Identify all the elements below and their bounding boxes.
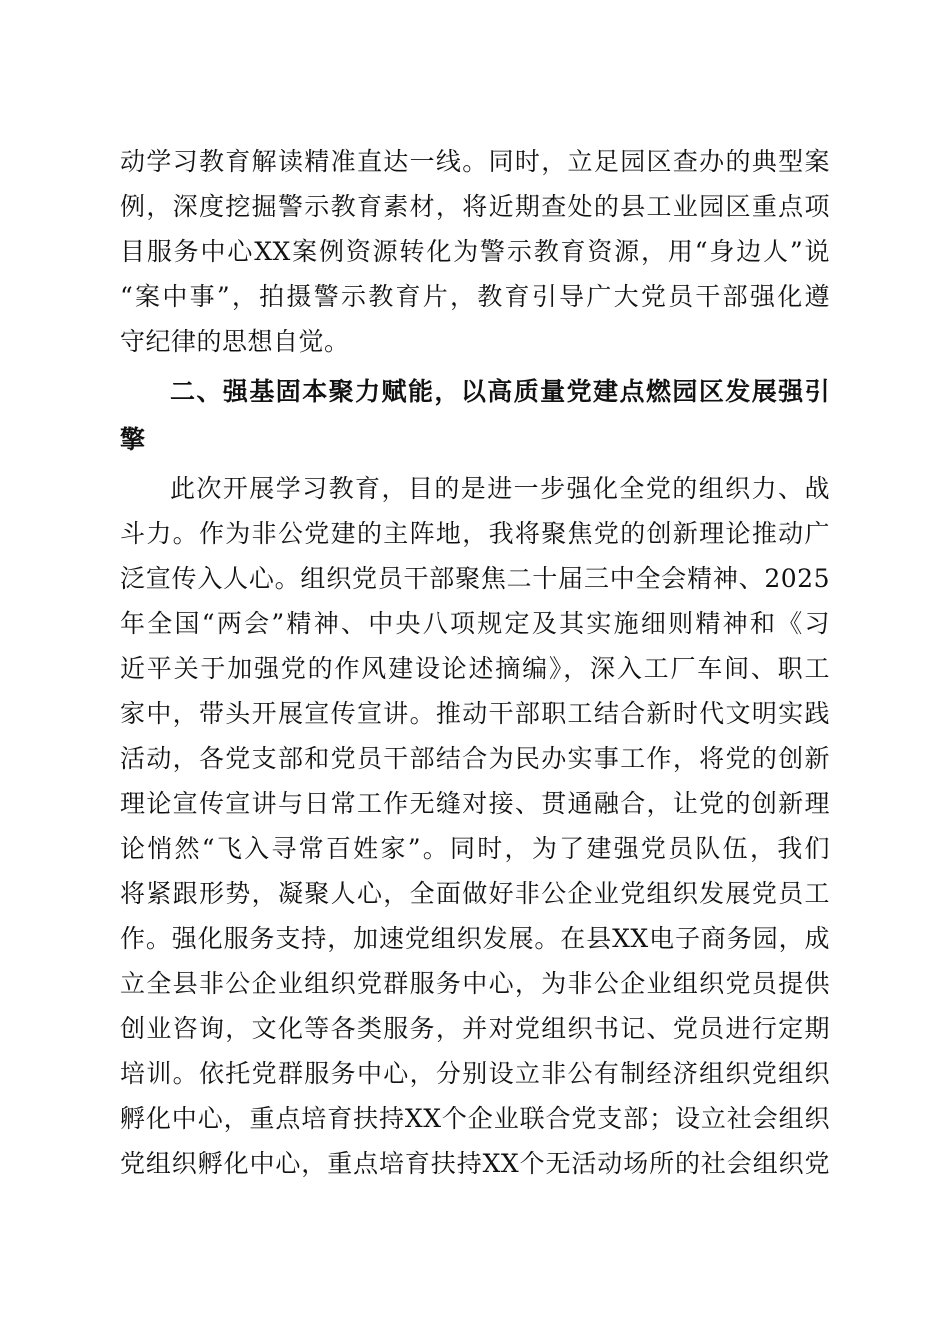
paragraph-line: 立全县非公企业组织党群服务中心，为非公企业组织党员提供 (120, 969, 830, 998)
paragraph-line: 动学习教育解读精准直达一线。同时，立足园区查办的典型案 (120, 147, 830, 176)
continued-paragraph (120, 139, 830, 364)
paragraph-line: 泛宣传入人心。组织党员干部聚焦二十届三中全会精神、2025 (120, 564, 830, 593)
paragraph-line: 作。强化服务支持，加速党组织发展。在县XX电子商务园，成 (120, 924, 830, 953)
paragraph-line: 培训。依托党群服务中心，分别设立非公有制经济组织党组织 (120, 1059, 830, 1088)
paragraph-line: 年全国“两会”精神、中央八项规定及其实施细则精神和《习 (120, 609, 830, 638)
section-heading-line: 二、强基固本聚力赋能，以高质量党建点燃园区发展强引 (170, 377, 830, 406)
document-body (120, 139, 830, 1186)
section-heading (120, 368, 830, 464)
paragraph-line: 斗力。作为非公党建的主阵地，我将聚焦党的创新理论推动广 (120, 519, 830, 548)
paragraph-line: 创业咨询，文化等各类服务，并对党组织书记、党员进行定期 (120, 1014, 830, 1043)
paragraph-line: 此次开展学习教育，目的是进一步强化全党的组织力、战 (170, 474, 830, 503)
section-heading-line: 擎 (120, 425, 146, 454)
paragraph-line: 活动，各党支部和党员干部结合为民办实事工作，将党的创新 (120, 744, 830, 773)
paragraph-line: 守纪律的思想自觉。 (120, 327, 350, 356)
main-paragraph (120, 466, 830, 1186)
paragraph-line: 近平关于加强党的作风建设论述摘编》，深入工厂车间、职工 (120, 654, 830, 683)
paragraph-line: 孵化中心，重点培育扶持XX个企业联合党支部；设立社会组织 (120, 1104, 830, 1133)
paragraph-line: 家中，带头开展宣传宣讲。推动干部职工结合新时代文明实践 (120, 699, 830, 728)
paragraph-line: 党组织孵化中心，重点培育扶持XX个无活动场所的社会组织党 (120, 1149, 830, 1178)
paragraph-line: 例，深度挖掘警示教育素材，将近期查处的县工业园区重点项 (120, 192, 830, 221)
paragraph-line: 理论宣传宣讲与日常工作无缝对接、贯通融合，让党的创新理 (120, 789, 830, 818)
paragraph-line: “案中事”，拍摄警示教育片，教育引导广大党员干部强化遵 (120, 282, 830, 311)
paragraph-line: 论悄然“飞入寻常百姓家”。同时，为了建强党员队伍，我们 (120, 834, 830, 863)
paragraph-line: 目服务中心XX案例资源转化为警示教育资源，用“身边人”说 (120, 237, 830, 266)
paragraph-line: 将紧跟形势，凝聚人心，全面做好非公企业党组织发展党员工 (120, 879, 830, 908)
